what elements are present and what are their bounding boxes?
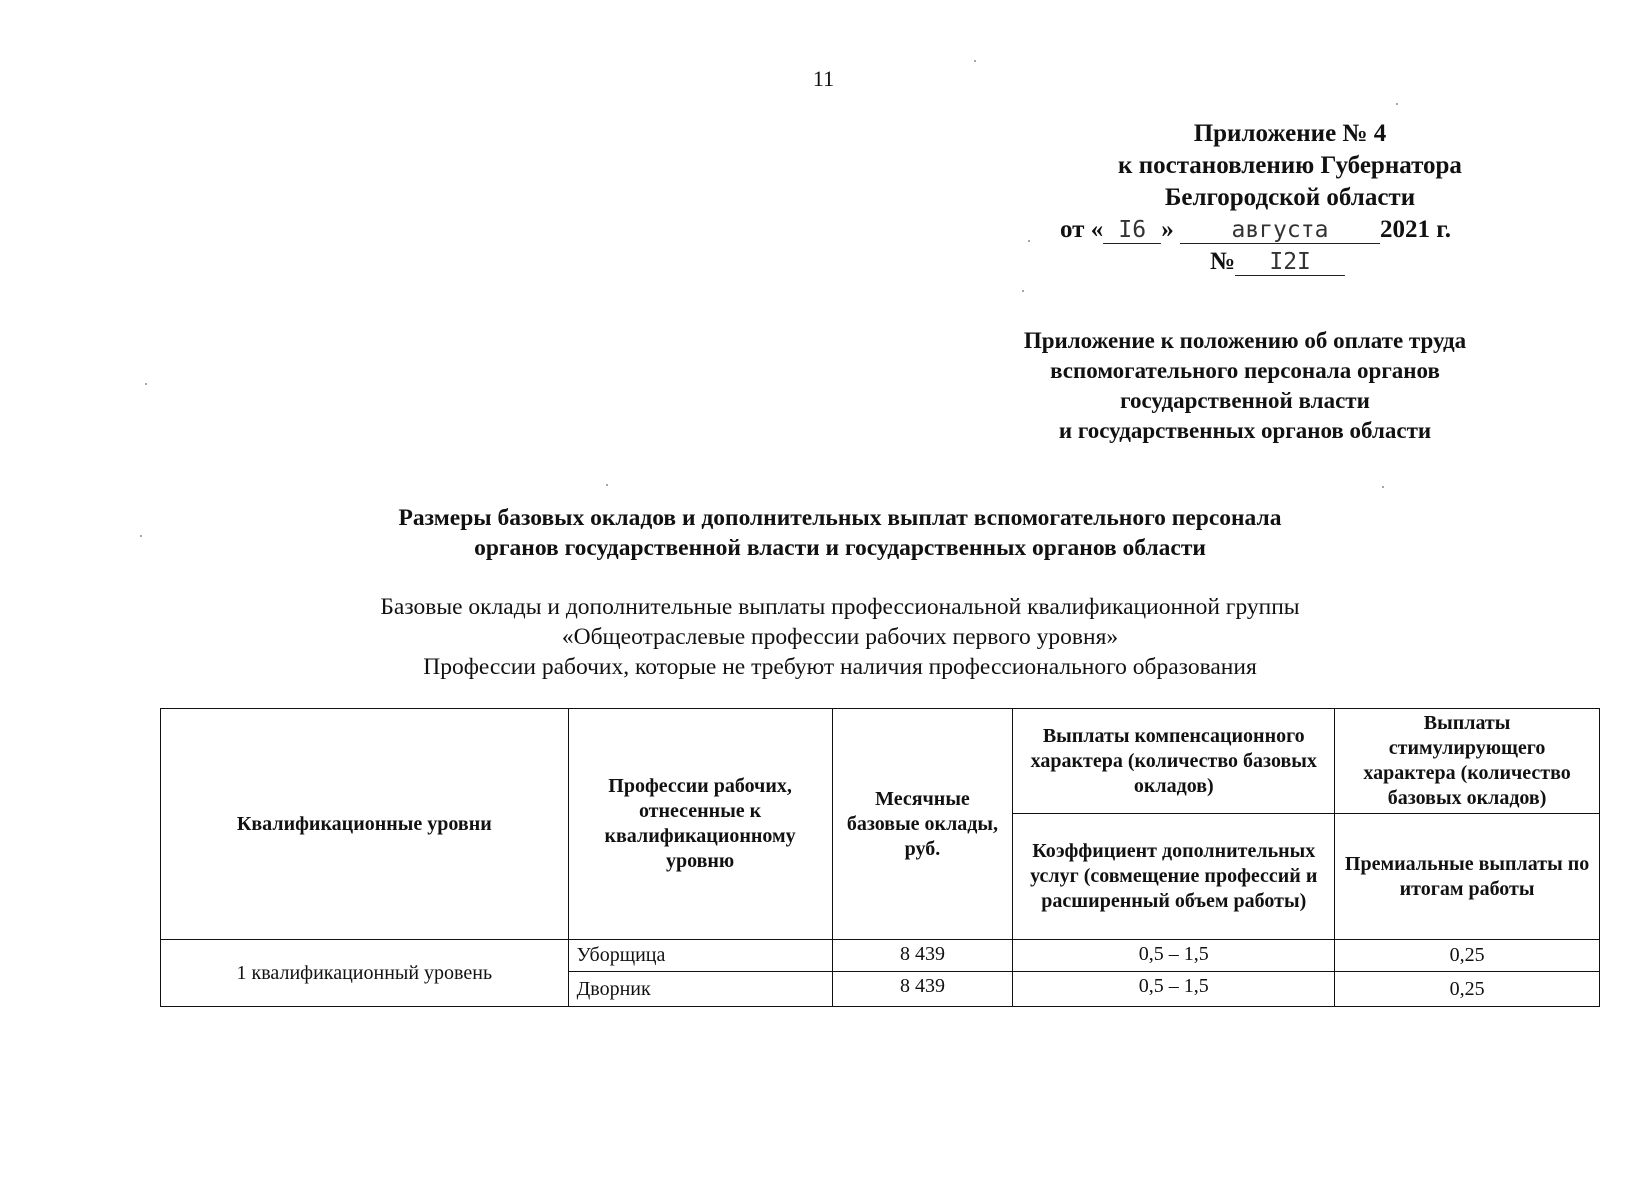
- regulation-line-2: вспомогательного персонала органов: [1050, 358, 1440, 383]
- number-value: I2I: [1235, 249, 1345, 276]
- cell-salary: 8 439: [832, 940, 1013, 972]
- subtitle-line-2: «Общеотраслевые профессии рабочих первого уровня»: [561, 624, 1119, 650]
- scan-speck: [1382, 486, 1384, 488]
- scan-speck: [974, 60, 976, 62]
- appendix-line-3: Белгородской области: [1164, 184, 1416, 211]
- cell-qualification-level: 1 квалификационный уровень: [161, 940, 569, 1007]
- document-title-line-1: Размеры базовых окладов и дополнительных выплат вспомогательного персонала: [398, 505, 1282, 531]
- appendix-number: [1030, 246, 1550, 278]
- regulation-line-3: государственной власти: [1120, 388, 1370, 413]
- appendix-title: Приложение № 4: [1193, 120, 1387, 147]
- document-subtitle: [160, 592, 1520, 682]
- regulation-line-4: и государственных органов области: [1058, 418, 1432, 443]
- header-stimulating-payments: Выплаты стимулирующего характера (количество базовых окладов): [1335, 709, 1600, 814]
- date-prefix: от «: [1060, 216, 1104, 243]
- page-number: 11: [812, 66, 835, 91]
- header-professions: Профессии рабочих, отнесенные к квалификационному уровню: [568, 709, 832, 940]
- date-day: I6: [1103, 217, 1161, 244]
- cell-profession: Уборщица: [568, 940, 832, 972]
- header-bonus-payments: Премиальные выплаты по итогам работы: [1335, 814, 1600, 940]
- scan-speck: [145, 383, 147, 385]
- header-additional-services-coefficient: Коэффициент дополнительных услуг (совмещение профессий и расширенный объем работы): [1013, 814, 1335, 940]
- date-year: 2021 г.: [1379, 216, 1451, 243]
- scan-speck: [606, 484, 608, 486]
- subtitle-line-3: Профессии рабочих, которые не требуют наличия профессионального образования: [423, 654, 1257, 680]
- date-month: августа: [1180, 217, 1380, 244]
- scan-speck: [1396, 103, 1398, 105]
- scan-speck: [1028, 240, 1030, 242]
- date-quote-close: »: [1161, 216, 1174, 243]
- document-title: [160, 503, 1520, 563]
- number-prefix: №: [1210, 248, 1236, 275]
- regulation-header: [980, 326, 1510, 446]
- cell-coefficient: 0,5 – 1,5: [1013, 940, 1335, 972]
- scan-speck: [1022, 290, 1024, 292]
- regulation-line-1: Приложение к положению об оплате труда: [1023, 328, 1467, 353]
- cell-bonus: 0,25: [1335, 972, 1600, 1007]
- appendix-header: [1030, 118, 1550, 278]
- cell-coefficient: 0,5 – 1,5: [1013, 972, 1335, 1007]
- scan-speck: [140, 535, 142, 537]
- appendix-date: [1030, 214, 1550, 246]
- cell-profession: Дворник: [568, 972, 832, 1007]
- header-qualification-levels: Квалификационные уровни: [161, 709, 569, 940]
- header-compensation-payments: Выплаты компенсационного характера (количество базовых окладов): [1013, 709, 1335, 814]
- cell-salary: 8 439: [832, 972, 1013, 1007]
- document-title-line-2: органов государственной власти и государственных органов области: [474, 535, 1206, 561]
- table-header-row: [161, 709, 1600, 814]
- appendix-line-2: к постановлению Губернатора: [1118, 152, 1462, 179]
- subtitle-line-1: Базовые оклады и дополнительные выплаты профессиональной квалификационной группы: [380, 594, 1300, 620]
- salary-table: [160, 708, 1600, 1007]
- header-monthly-salary: Месячные базовые оклады, руб.: [832, 709, 1013, 940]
- table-row: [161, 940, 1600, 972]
- cell-bonus: 0,25: [1335, 940, 1600, 972]
